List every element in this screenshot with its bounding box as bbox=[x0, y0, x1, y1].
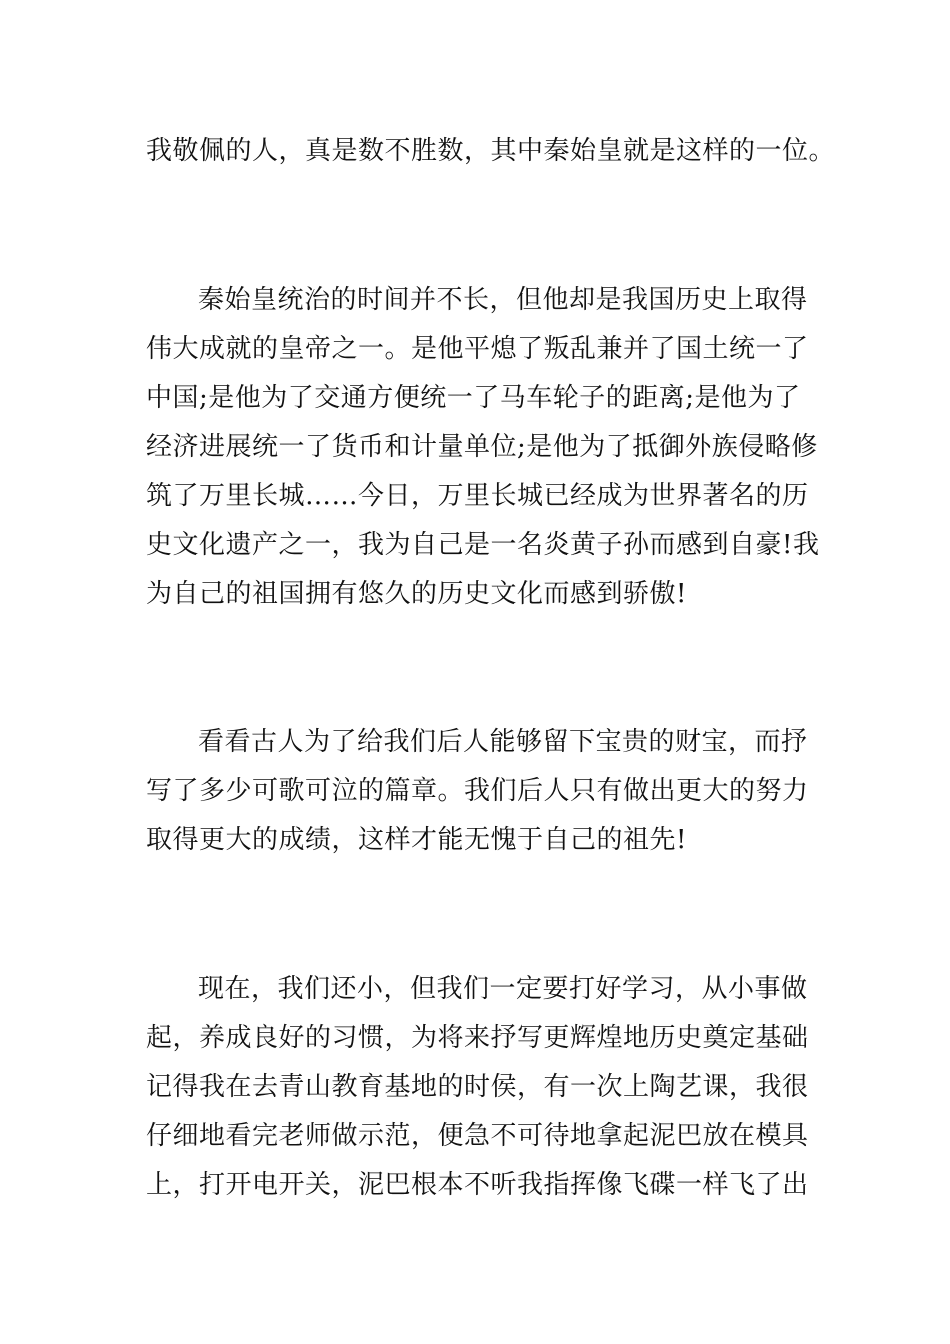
text-line: 记得我在去青山教育基地的时侯，有一次上陶艺课，我很 bbox=[146, 1072, 809, 1102]
text-line: 秦始皇统治的时间并不长，但他却是我国历史上取得 bbox=[198, 285, 808, 315]
text-line: 起，养成良好的习惯，为将来抒写更辉煌地历史奠定基础 bbox=[146, 1023, 809, 1053]
text-line: 伟大成就的皇帝之一。是他平熄了叛乱兼并了国土统一了 bbox=[146, 334, 809, 364]
text-line: 我敬佩的人，真是数不胜数，其中秦始皇就是这样的一位。 bbox=[146, 136, 836, 166]
text-line: 现在，我们还小，但我们一定要打好学习，从小事做 bbox=[198, 974, 808, 1004]
text-line: 写了多少可歌可泣的篇章。我们后人只有做出更大的努力 bbox=[146, 776, 809, 806]
text-line: 经济进展统一了货币和计量单位;是他为了抵御外族侵略修 bbox=[146, 432, 818, 462]
text-line: 上，打开电开关，泥巴根本不听我指挥像飞碟一样飞了出 bbox=[146, 1170, 809, 1200]
text-line: 中国;是他为了交通方便统一了马车轮子的距离;是他为了 bbox=[146, 383, 801, 413]
text-line: 取得更大的成绩，这样才能无愧于自己的祖先! bbox=[146, 825, 687, 855]
text-line: 筑了万里长城……今日，万里长城已经成为世界著名的历 bbox=[146, 481, 809, 511]
text-line: 史文化遗产之一，我为自己是一名炎黄子孙而感到自豪!我 bbox=[146, 530, 820, 560]
text-line: 为自己的祖国拥有悠久的历史文化而感到骄傲! bbox=[146, 579, 687, 609]
text-line: 看看古人为了给我们后人能够留下宝贵的财宝，而抒 bbox=[198, 727, 808, 757]
text-line: 仔细地看完老师做示范，便急不可待地拿起泥巴放在模具 bbox=[146, 1121, 809, 1151]
